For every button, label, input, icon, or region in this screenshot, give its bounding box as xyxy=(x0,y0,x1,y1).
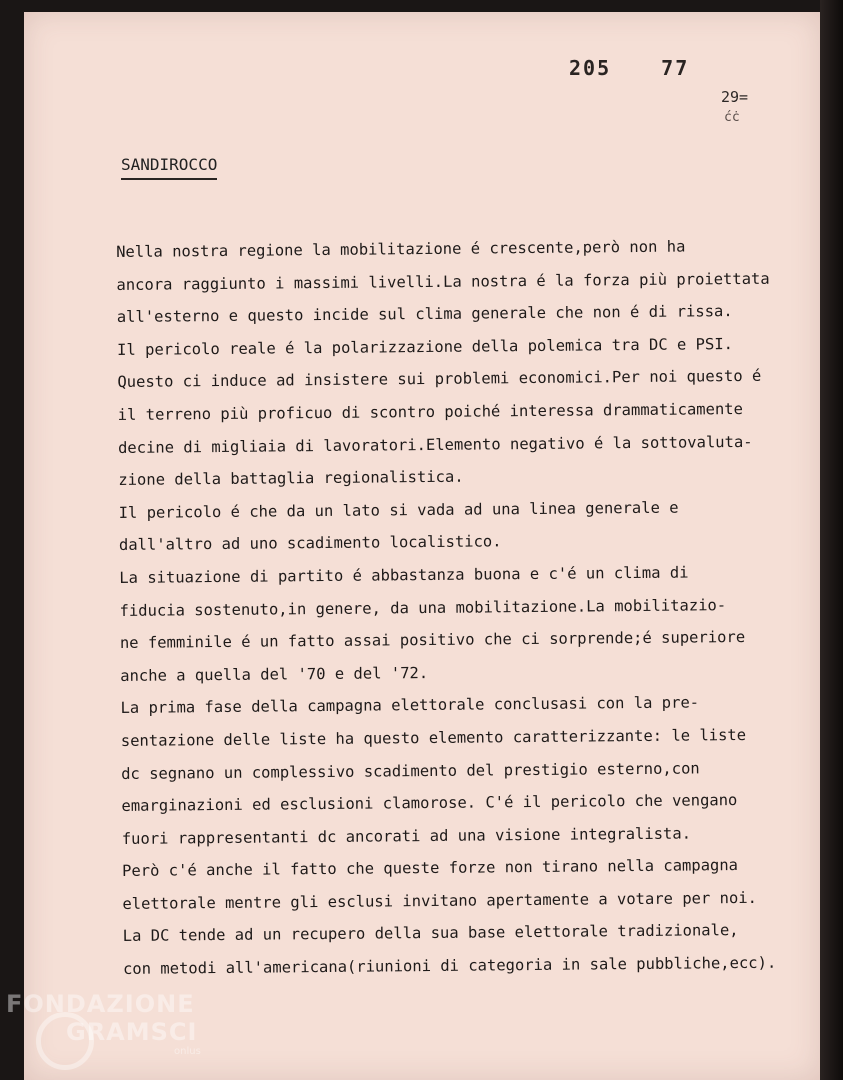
text-line: dc segnano un complessivo scadimento del prestigio esterno,con xyxy=(121,758,700,783)
text-line: Il pericolo reale é la polarizzazione della polemica tra DC e PSI. xyxy=(117,334,734,359)
text-line: fuori rappresentanti dc ancorati ad una visione integralista. xyxy=(121,824,692,848)
document-heading: SANDIROCCO xyxy=(121,155,217,180)
archive-number-2: 77 xyxy=(661,56,690,80)
text-line: Questo ci induce ad insistere sui problemi economici.Per noi questo é xyxy=(117,367,762,392)
text-line: dall'altro ad uno scadimento localistico. xyxy=(118,532,502,555)
archive-numbers xyxy=(569,56,725,80)
scan-edge xyxy=(820,0,843,1080)
watermark-line2: GRAMSCI xyxy=(66,1018,198,1046)
watermark-line3: onlus xyxy=(174,1046,201,1057)
watermark-line1: FONDAZIONE xyxy=(6,990,195,1018)
text-line: con metodi all'americana(riunioni di categoria in sale pubbliche,ecc). xyxy=(122,953,777,979)
text-line: Però c'é anche il fatto che queste forze non tirano nella campagna xyxy=(122,856,739,881)
document-page xyxy=(24,12,820,1080)
text-line: La DC tende ad un recupero della sua base elettorale tradizionale, xyxy=(122,921,739,946)
text-line: La situazione di partito é abbastanza buona e c'é un clima di xyxy=(119,563,689,587)
text-line: Nella nostra regione la mobilitazione é crescente,però non ha xyxy=(116,237,686,261)
text-line: anche a quella del '70 e del '72. xyxy=(120,663,429,685)
text-line: Il pericolo é che da un lato si vada ad una linea generale e xyxy=(118,498,679,522)
text-line: La prima fase della campagna elettorale conclusasi con la pre- xyxy=(120,693,700,718)
text-line: zione della battaglia regionalistica. xyxy=(118,467,464,490)
text-line: emarginazioni ed esclusioni clamorose. C'é il pericolo che vengano xyxy=(121,791,738,816)
text-line: il terreno più proficuo di scontro poiché interessa drammaticamente xyxy=(117,399,744,424)
archive-number-1: 205 xyxy=(569,56,612,80)
margin-note-sub: ćċ xyxy=(724,110,740,125)
text-line: all'esterno e questo incide sul clima generale che non é di rissa. xyxy=(116,302,733,327)
text-line: ne femminile é un fatto assai positivo che ci sorprende;é superiore xyxy=(119,628,746,653)
document-body xyxy=(116,229,843,986)
text-line: sentazione delle liste ha questo elemento caratterizzante: le liste xyxy=(120,725,747,750)
text-line: fiducia sostenuto,in genere, da una mobilitazione.La mobilitazio- xyxy=(119,595,727,620)
text-line: elettorale mentre gli esclusi invitano apertamente a votare per noi. xyxy=(122,888,758,913)
margin-note: 29= xyxy=(721,88,749,106)
text-line: decine di migliaia di lavoratori.Elemento negativo é la sottovaluta- xyxy=(117,432,753,457)
watermark-logo xyxy=(6,990,201,1057)
text-line: ancora raggiunto i massimi livelli.La nostra é la forza più proiettata xyxy=(116,269,770,294)
